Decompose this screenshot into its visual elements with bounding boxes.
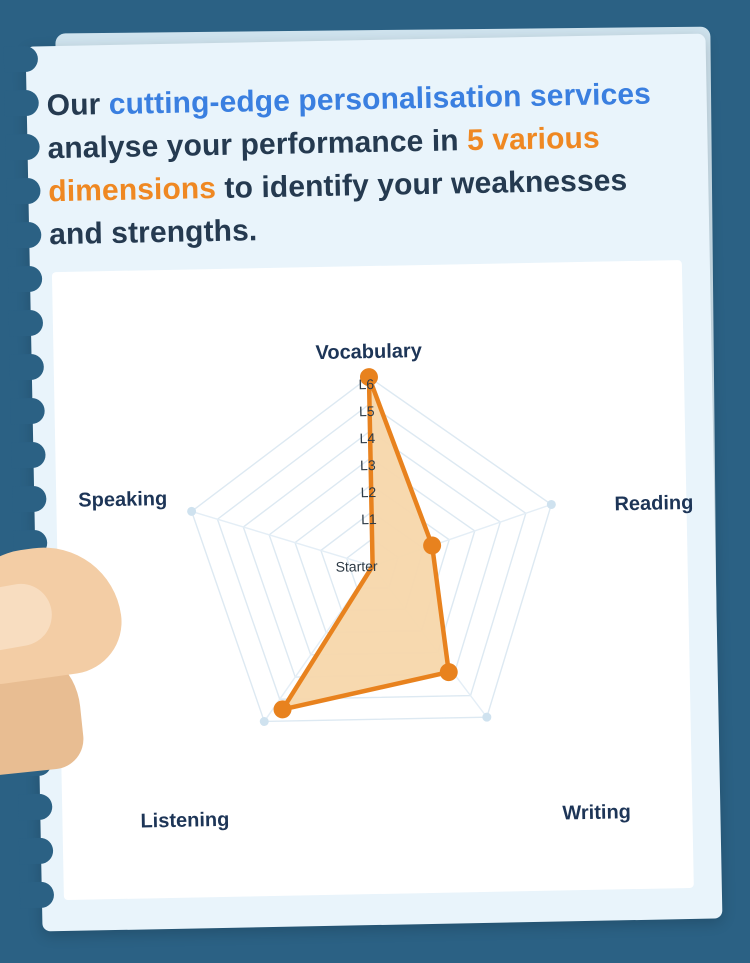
axis-label-listening: Listening [140,808,230,833]
tick-label-l4: L4 [359,429,376,447]
axis-label-vocabulary: Vocabulary [315,340,423,365]
paper-content [26,34,723,932]
headline-part-3: to identify your weaknesses and strengths. [48,164,628,252]
headline-part-1: Our [46,88,110,123]
axis-label-reading: Reading [614,491,694,516]
axis-label-writing: Writing [562,801,632,825]
paper-sheet [26,34,723,932]
tick-label-l1: L1 [360,510,377,528]
tick-label-l5: L5 [358,402,375,420]
headline-highlight-services: cutting-edge personalisation services [108,77,652,122]
tick-label-l3: L3 [359,456,376,474]
headline-part-2: analyse your performance in [47,124,468,166]
radar-series-area [276,376,449,710]
headline-highlight-dimensions: 5 various dimensions [48,121,601,209]
tick-label-l6: L6 [358,375,375,393]
axis-label-speaking: Speaking [78,487,168,512]
tick-label-l2: L2 [360,483,377,501]
page-title [46,72,689,256]
tick-label-starter: Starter [335,557,378,575]
radar-chart-card [52,260,694,900]
thumb-illustration [0,548,140,748]
